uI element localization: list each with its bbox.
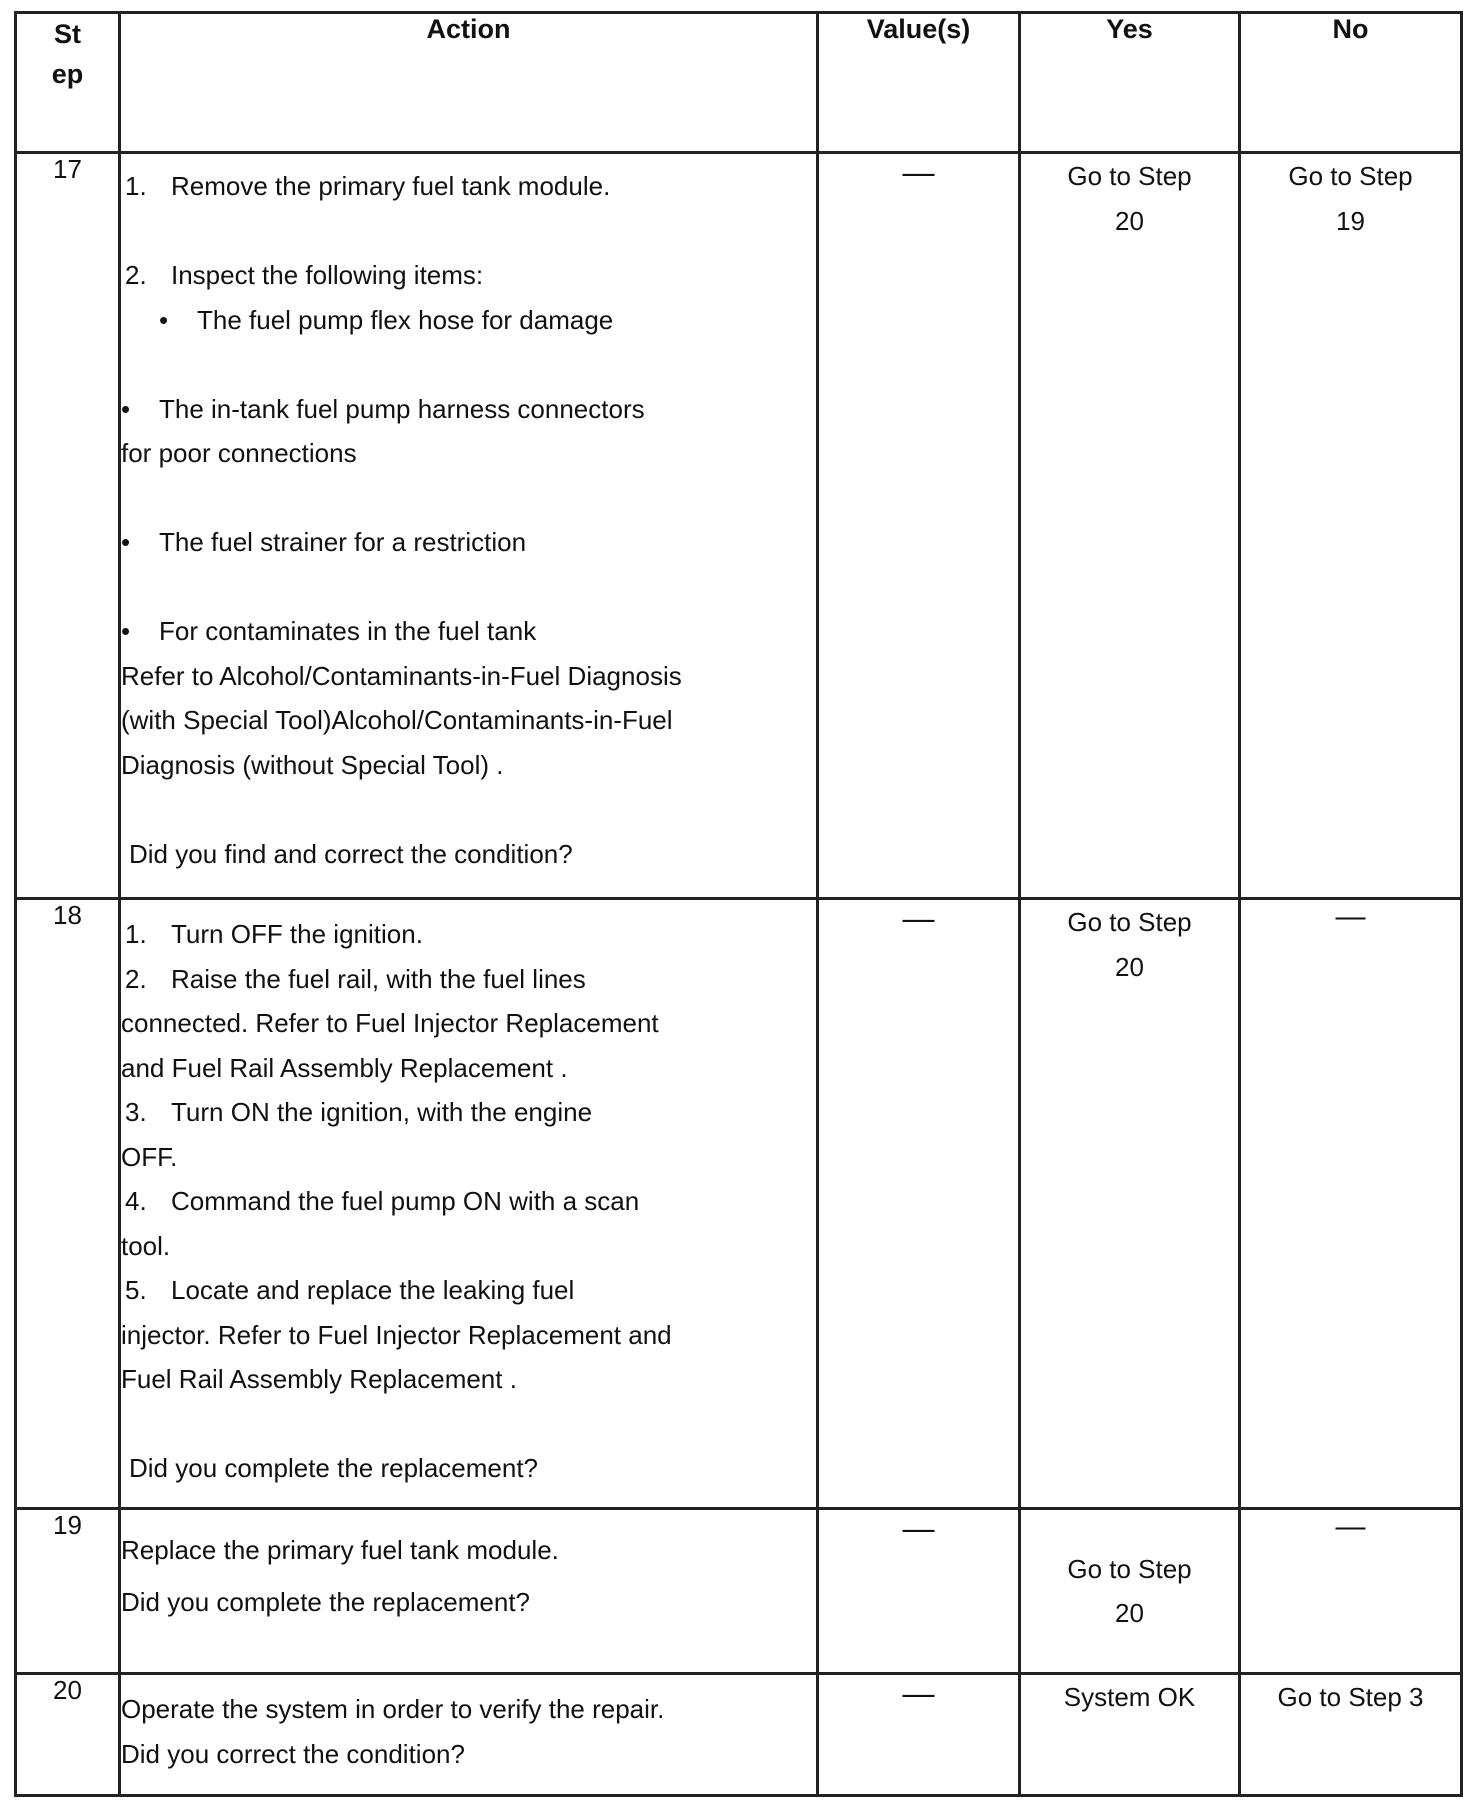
action-line: for poor connections	[121, 438, 357, 468]
no-cell: Go to Step 3	[1240, 1674, 1462, 1796]
action-cell	[120, 1674, 818, 1796]
step-number: 20	[16, 1674, 120, 1796]
no-line1: Go to Step	[1288, 161, 1413, 191]
diagnostic-table	[14, 11, 1463, 1797]
no-cell: —	[1240, 1509, 1462, 1674]
no-line2: 19	[1336, 205, 1365, 236]
header-step	[16, 13, 120, 153]
action-line: tool.	[121, 1230, 171, 1261]
action-line: 2. Inspect the following items:	[125, 260, 484, 290]
action-line: Fuel Rail Assembly Replacement .	[121, 1364, 517, 1394]
table-row-step-18	[16, 899, 1462, 1509]
action-line: Diagnosis (without Special Tool) .	[121, 749, 504, 780]
header-step-line1: St	[54, 19, 81, 49]
action-line: 3. Turn ON the ignition, with the engine	[125, 1097, 593, 1127]
action-line: Operate the system in order to verify the repair.	[121, 1694, 665, 1724]
action-cell	[120, 899, 818, 1509]
action-question: Did you complete the replacement?	[129, 1453, 539, 1483]
table-row-step-20	[16, 1674, 1462, 1796]
yes-line2: 20	[1115, 205, 1144, 236]
action-question: Did you complete the replacement?	[121, 1587, 531, 1617]
action-line: Refer to Alcohol/Contaminants-in-Fuel Diagnosis	[121, 660, 682, 691]
action-bullet: • The fuel pump flex hose for damage	[159, 304, 614, 335]
yes-line1: Go to Step	[1067, 161, 1192, 191]
table-row-step-17	[16, 153, 1462, 899]
yes-line2: 20	[1115, 951, 1144, 982]
no-cell	[1240, 153, 1462, 899]
action-line: Replace the primary fuel tank module.	[121, 1535, 559, 1565]
step-number: 18	[16, 899, 120, 1509]
action-question: Did you correct the condition?	[121, 1738, 465, 1769]
action-line: 1. Turn OFF the ignition.	[125, 919, 423, 949]
action-line: injector. Refer to Fuel Injector Replacement and	[121, 1319, 672, 1350]
step-number: 19	[16, 1509, 120, 1674]
header-row	[16, 13, 1462, 153]
action-line: 5. Locate and replace the leaking fuel	[125, 1275, 575, 1305]
header-yes: Yes	[1020, 13, 1240, 153]
header-action: Action	[120, 13, 818, 153]
action-line: 2. Raise the fuel rail, with the fuel lines	[125, 963, 586, 994]
action-line: and Fuel Rail Assembly Replacement .	[121, 1052, 568, 1083]
action-bullet: • The in-tank fuel pump harness connectors	[121, 393, 645, 424]
yes-line1: Go to Step	[1067, 1553, 1192, 1584]
action-question: Did you find and correct the condition?	[129, 838, 573, 869]
yes-cell	[1020, 1509, 1240, 1674]
yes-line1: Go to Step	[1067, 907, 1192, 937]
value-cell: —	[818, 1674, 1020, 1796]
action-bullet: • For contaminates in the fuel tank	[121, 616, 537, 646]
header-step-line2: ep	[51, 59, 84, 89]
yes-cell	[1020, 899, 1240, 1509]
value-cell: —	[818, 899, 1020, 1509]
header-no: No	[1240, 13, 1462, 153]
action-line: 4. Command the fuel pump ON with a scan	[125, 1186, 640, 1216]
action-cell	[120, 153, 818, 899]
step-number: 17	[16, 153, 120, 899]
action-line: OFF.	[121, 1141, 178, 1172]
no-cell: —	[1240, 899, 1462, 1509]
header-values: Value(s)	[818, 13, 1020, 153]
action-bullet: • The fuel strainer for a restriction	[121, 527, 527, 557]
yes-cell: System OK	[1020, 1674, 1240, 1796]
yes-line2: 20	[1115, 1598, 1144, 1628]
action-cell	[120, 1509, 818, 1674]
value-cell: —	[818, 153, 1020, 899]
table-row-step-19	[16, 1509, 1462, 1674]
action-line: (with Special Tool)Alcohol/Contaminants-in-Fuel	[121, 705, 673, 735]
value-cell: —	[818, 1509, 1020, 1674]
yes-cell	[1020, 153, 1240, 899]
action-line: 1. Remove the primary fuel tank module.	[125, 171, 611, 201]
action-line: connected. Refer to Fuel Injector Replacement	[121, 1008, 659, 1038]
